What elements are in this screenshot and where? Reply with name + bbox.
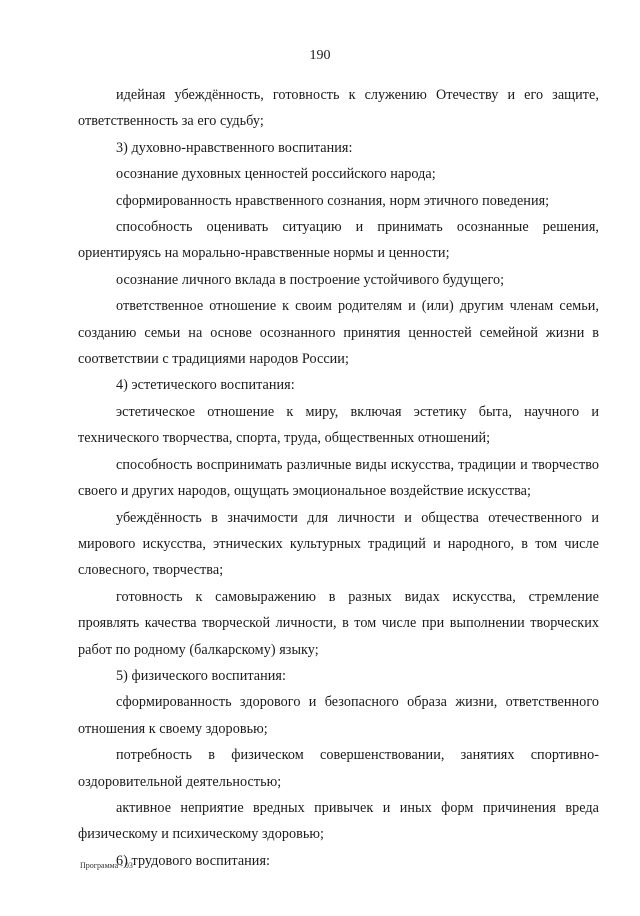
paragraph-physical-improvement: потребность в физическом совершенствовании, занятиях спортивно-оздоровительной деятельностью;	[78, 747, 599, 790]
paragraph-moral-consciousness: сформированность нравственного сознания, норм этичного поведения;	[116, 192, 550, 209]
paragraph-family-responsibility: ответственное отношение к своим родителям и (или) другим членам семьи, созданию семьи на основе осознанного принятия ценностей семейной жизни в соответствии с традициями народов России;	[78, 298, 599, 368]
paragraph-spiritual-values: осознание духовных ценностей российского народа;	[116, 166, 436, 183]
page-footer: Программа - 03	[80, 861, 133, 870]
section-heading-spiritual-moral: 3) духовно-нравственного воспитания:	[116, 139, 353, 156]
paragraph-healthy-lifestyle: сформированность здорового и безопасного образа жизни, ответственного отношения к своему здоровью;	[78, 694, 599, 737]
page-number: 190	[309, 48, 331, 63]
paragraph-art-significance: убеждённость в значимости для личности и общества отечественного и мирового искусства, этнических культурных традиций и народного, в том числе словесного, творчества;	[78, 509, 599, 579]
paragraph-decision-ability: способность оценивать ситуацию и принимать осознанные решения, ориентируясь на морально-нравственные нормы и ценности;	[78, 219, 599, 262]
paragraph-sustainable-future: осознание личного вклада в построение устойчивого будущего;	[116, 271, 505, 288]
section-heading-physical: 5) физического воспитания:	[116, 667, 286, 684]
text-body	[78, 82, 599, 874]
paragraph-self-expression: готовность к самовыражению в разных видах искусства, стремление проявлять качества творческой личности, в том числе при выполнении творческих работ по родному (балкарскому) языку;	[78, 588, 599, 658]
section-heading-aesthetic: 4) эстетического воспитания:	[116, 377, 295, 394]
section-heading-labor: 6) трудового воспитания:	[116, 852, 271, 869]
paragraph-art-perception: способность воспринимать различные виды искусства, традиции и творчество своего и других народов, ощущать эмоциональное воздействие искусства;	[78, 456, 599, 500]
paragraph-aesthetic-attitude: эстетическое отношение к миру, включая эстетику быта, научного и технического творчества, спорта, труда, общественных отношений;	[78, 403, 599, 447]
paragraph-harmful-habits: активное неприятие вредных привычек и иных форм причинения вреда физическому и психическому здоровью;	[78, 799, 599, 843]
paragraph-ideological-conviction: идейная убеждённость, готовность к служению Отечеству и его защите, ответственность за его судьбу;	[78, 87, 599, 130]
